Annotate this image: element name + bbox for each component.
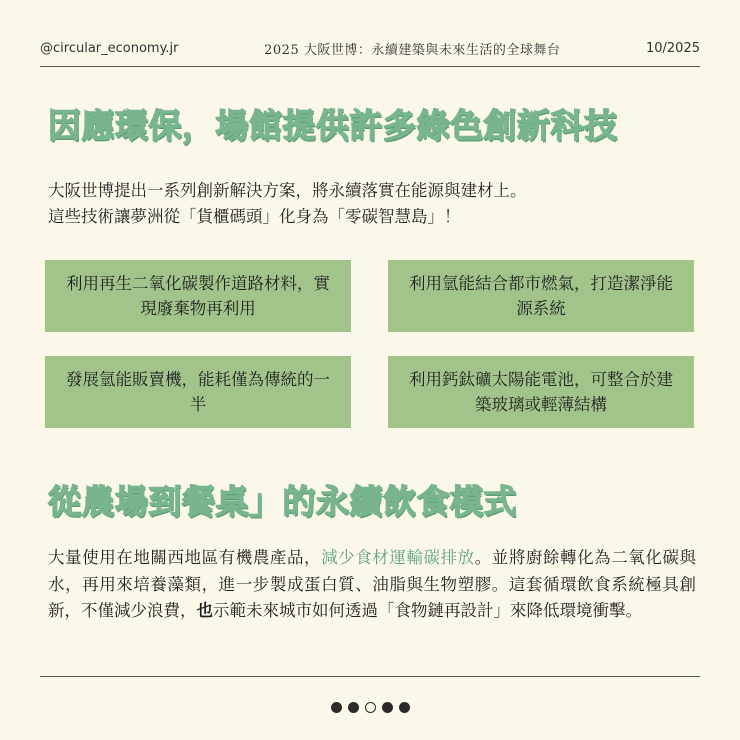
tech-card-hydrogen-vending: 發展氫能販賣機，能耗僅為傳統的一半 [45, 356, 351, 428]
page-indicator [0, 700, 740, 714]
intro-line-1: 大阪世博提出一系列創新解決方案，將永續落實在能源與建材上。 [48, 181, 527, 200]
body-text-1: 大量使用在地關西地區有機農產品， [48, 548, 322, 567]
issue-date: 10/2025 [645, 40, 700, 56]
section2-heading: 從農場到餐桌」的永續飲食模式 [48, 482, 517, 521]
page-dot[interactable] [331, 702, 342, 713]
series-title: 2025 大阪世博：永續建築與未來生活的全球舞台 [264, 42, 561, 58]
section1-heading: 因應環保，場館提供許多綠色創新科技 [48, 106, 618, 145]
page-dot[interactable] [348, 702, 359, 713]
bottom-divider [40, 676, 700, 677]
tech-card-recycled-co2: 利用再生二氧化碳製作道路材料，實現廢棄物再利用 [45, 260, 351, 332]
intro-line-2: 這些技術讓夢洲從「貨櫃碼頭」化身為「零碳智慧島」！ [48, 207, 461, 226]
page-dot[interactable] [382, 702, 393, 713]
body-highlight: 減少食材運輸碳排放 [321, 548, 475, 567]
body-text-2: 。並將廚餘轉化為二氧化碳與水，再用來培養藻類，進一步製成蛋白質、油脂與生物塑膠。這套循環飲食系統極具創新，不僅減少浪費， [48, 548, 697, 620]
body-bold: 也 [196, 601, 213, 620]
page-dot[interactable] [399, 702, 410, 713]
page-header [40, 36, 700, 60]
section1-intro [48, 178, 698, 230]
account-handle: @circular_economy.jr [40, 40, 179, 56]
section2-body [48, 545, 696, 625]
tech-card-perovskite-solar: 利用鈣鈦礦太陽能電池，可整合於建築玻璃或輕薄結構 [388, 356, 694, 428]
top-divider [40, 66, 700, 67]
page-dot-current[interactable] [365, 702, 376, 713]
tech-card-hydrogen-gas: 利用氫能結合都市燃氣，打造潔淨能源系統 [388, 260, 694, 332]
body-text-3: 示範未來城市如何透過「食物鏈再設計」來降低環境衝擊。 [213, 601, 642, 620]
